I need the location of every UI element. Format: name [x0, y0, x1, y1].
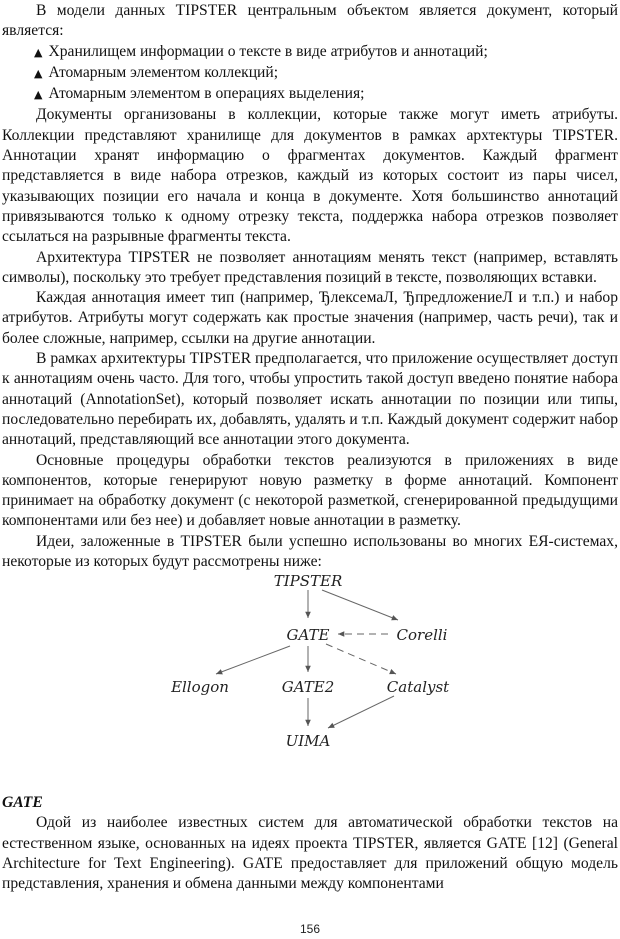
paragraph: Документы организованы в коллекции, которые также могут иметь атрибуты. Коллекции представляют хранилище для документов в рамках архтектуры TIPSTER. Аннотации хранят информацию о фрагментах документов. Каждый фрагмент представляется в виде набора отрезков, каждый из которых состоит из пары чисел, указывающих позиции его начала и конца в документе. Хотя большинство аннотаций привязываются только к одному отрезку текста, поддержка набора отрезков позволяет ссылаться на разрывные фрагменты текста.: [2, 106, 618, 246]
paragraph: Одой из наиболее известных систем для автоматической обработки текстов на естественном языке, основанных на идеях проекта TIPSTER, является GATE [12] (General Architecture for Text Engineering). GATE предоставляет для приложений общую модель представления, хранения и обмена данными между компонентами: [2, 814, 618, 893]
bullet-item: [2, 42, 618, 63]
edge-catalyst-uima: [328, 696, 394, 728]
bullet-text: Хранилищем информации о тексте в виде атрибутов и аннотаций;: [48, 42, 488, 60]
bullet-item: [2, 84, 618, 105]
node-catalyst: Catalyst: [386, 678, 450, 696]
paragraph-intro: В модели данных TIPSTER центральным объектом является документ, который является:: [2, 2, 618, 40]
edge-gate-ellogon: [216, 646, 290, 674]
bullet-list: [2, 42, 618, 106]
caret-up-icon: ▲: [34, 88, 43, 102]
bullet-text: Атомарным элементом коллекций;: [48, 63, 279, 81]
bullet-item: [2, 63, 618, 84]
page-number: 156: [299, 922, 321, 936]
bullet-text: Атомарным элементом в операциях выделения;: [48, 85, 365, 103]
section-title: GATE: [2, 794, 43, 811]
node-gate: GATE: [286, 626, 330, 644]
edge-gate-catalyst: [326, 644, 396, 674]
node-corelli: Corelli: [396, 626, 448, 644]
node-tipster: TIPSTER: [273, 572, 343, 590]
caret-up-icon: ▲: [34, 45, 43, 59]
tipster-lineage-diagram: [150, 568, 470, 758]
body-text-bottom: [2, 793, 618, 894]
caret-up-icon: ▲: [34, 66, 43, 80]
node-ellogon: Ellogon: [171, 678, 229, 696]
paragraph: Архитектура TIPSTER не позволяет аннотациям менять текст (например, вставлять символы), поскольку это требует представления позиций в тексте, позволяющих вставки.: [2, 248, 618, 286]
edge-tipster-corelli: [322, 590, 398, 620]
paragraph: Основные процедуры обработки текстов реализуются в приложениях в виде компонентов, которые генерируют новую разметку в форме аннотаций. Компонент принимает на обработку документ (с некоторой разметкой, сгенерированной предыдущими компонентами или без нее) и добавляет новые аннотации в разметку.: [2, 451, 618, 530]
paragraph: Каждая аннотация имеет тип (например, ЂлексемаЛ, ЂпредложениеЛ и т.п.) и набор атрибутов. Атрибуты могут содержать как простые значения (например, часть речи), так и более сложные, например, ссылки на другие аннотации.: [2, 289, 618, 347]
body-text-top: [2, 1, 618, 572]
paragraph: Идеи, заложенные в TIPSTER были успешно использованы во многих ЕЯ-системах, некоторые из которых будут рассмотрены ниже:: [2, 532, 618, 571]
node-uima: UIMA: [285, 732, 331, 750]
paragraph: В рамках архитектуры TIPSTER предполагается, что приложение осуществляет доступ к аннотациям очень часто. Для того, чтобы упростить такой доступ введено понятие набора аннотаций (AnnotationSet), который позволяет искать аннотации по позиции или типы, последовательно перебирать их, добавлять, удалять и т.п. Каждый документ содержит набор аннотаций, представляющий все аннотации этого документа.: [2, 350, 618, 449]
node-gate2: GATE2: [281, 678, 335, 696]
